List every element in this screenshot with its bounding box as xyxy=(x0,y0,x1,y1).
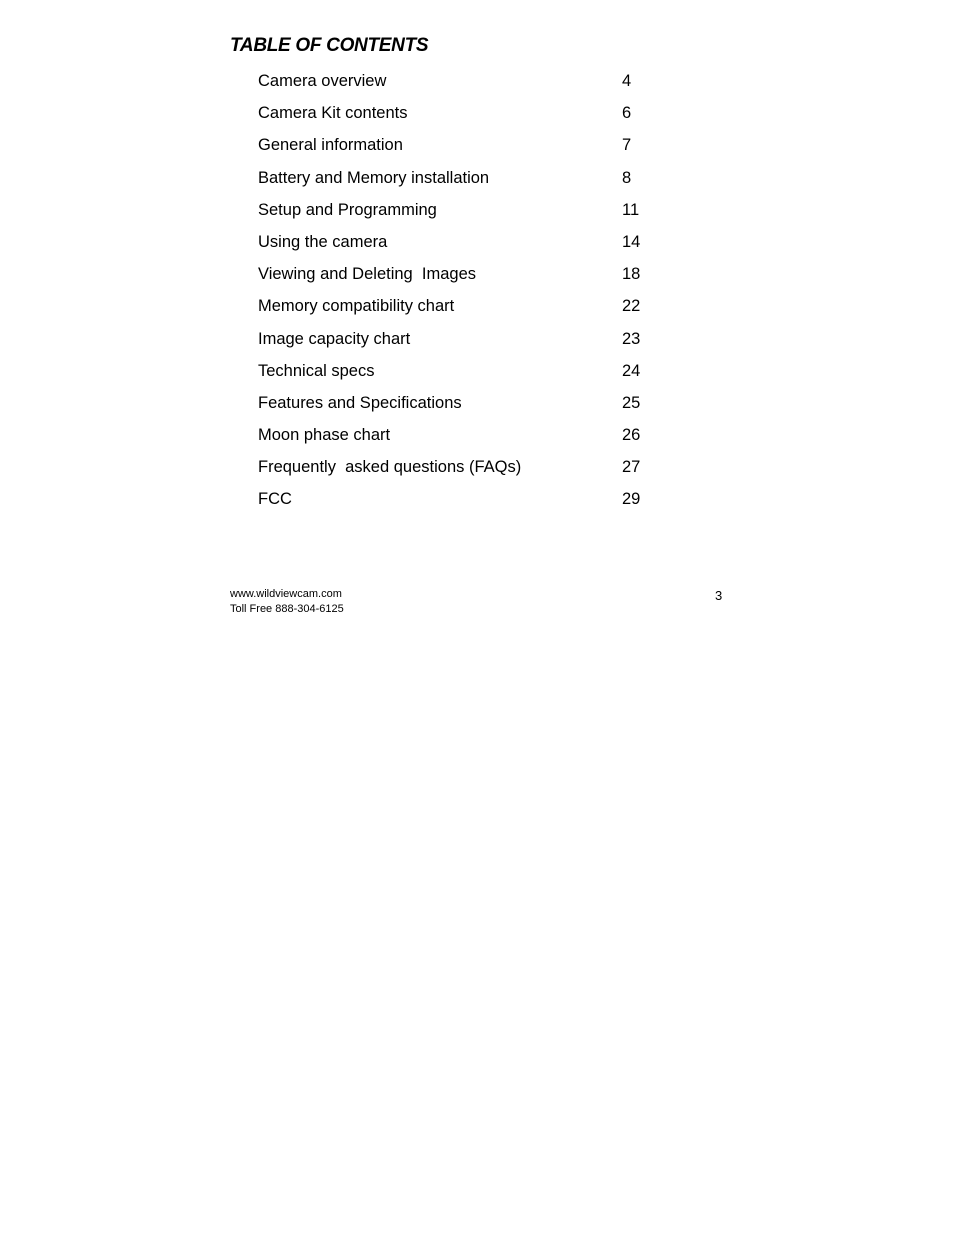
footer-phone: Toll Free 888-304-6125 xyxy=(230,603,344,615)
toc-entry xyxy=(258,197,678,229)
toc-entry-page: 25 xyxy=(622,393,641,412)
toc-entry-label: FCC xyxy=(258,490,292,509)
toc-entry xyxy=(258,229,678,261)
toc-title: TABLE OF CONTENTS xyxy=(230,35,429,56)
toc-entry-label: Setup and Programming xyxy=(258,200,437,219)
toc-entry-label: Frequently asked questions (FAQs) xyxy=(258,458,522,477)
toc-entry-page: 18 xyxy=(622,265,641,284)
toc-entry-label: Technical specs xyxy=(258,361,375,380)
toc-entry-label: Memory compatibility chart xyxy=(258,297,455,316)
toc-entry xyxy=(258,326,678,358)
toc-entry-label: Camera overview xyxy=(258,72,387,90)
toc-entry-label: General information xyxy=(258,136,403,155)
toc-entry-label: Moon phase chart xyxy=(258,426,391,445)
toc-entry-page: 4 xyxy=(622,72,632,90)
toc-entry xyxy=(258,261,678,293)
toc-entry-label: Features and Specifications xyxy=(258,393,462,412)
toc-entry xyxy=(258,100,678,132)
toc-entry-page: 22 xyxy=(622,297,641,316)
toc-entry xyxy=(258,293,678,325)
toc-entry-label: Viewing and Deleting Images xyxy=(258,265,476,284)
toc-entry-label: Battery and Memory installation xyxy=(258,168,490,187)
page-number: 3 xyxy=(715,588,723,603)
footer-website: www.wildviewcam.com xyxy=(230,588,342,600)
toc-entry-page: 8 xyxy=(622,168,632,187)
toc-entry xyxy=(258,68,678,100)
toc-entry-page: 29 xyxy=(622,490,641,509)
toc-entry-page: 7 xyxy=(622,136,632,155)
toc-entry-page: 27 xyxy=(622,458,641,477)
toc-entry-page: 14 xyxy=(622,232,641,251)
toc-entry xyxy=(258,165,678,197)
toc-entry xyxy=(258,390,678,422)
toc-entry xyxy=(258,358,678,390)
toc-entry-page: 6 xyxy=(622,104,632,123)
toc-entry-label: Image capacity chart xyxy=(258,329,411,348)
toc-entry-page: 24 xyxy=(622,361,641,380)
toc-entry xyxy=(258,132,678,164)
toc-entry-page: 26 xyxy=(622,426,641,445)
toc-list xyxy=(258,68,678,519)
toc-entry-label: Using the camera xyxy=(258,232,388,251)
toc-entry-page: 23 xyxy=(622,329,641,348)
toc-entry-label: Camera Kit contents xyxy=(258,104,408,123)
toc-entry xyxy=(258,454,678,486)
toc-entry xyxy=(258,486,678,518)
toc-entry-page: 11 xyxy=(622,200,640,219)
toc-entry xyxy=(258,422,678,454)
